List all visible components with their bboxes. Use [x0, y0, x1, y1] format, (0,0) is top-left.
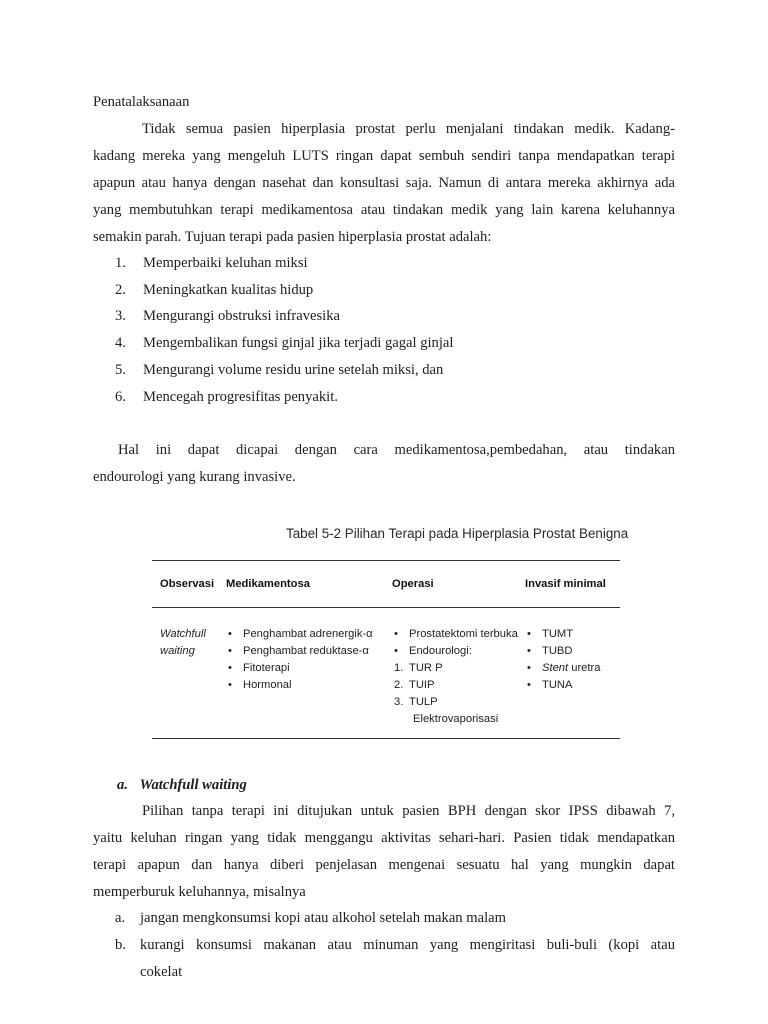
- table-caption: Tabel 5-2 Pilihan Terapi pada Hiperplasia Prostat Benigna: [286, 526, 629, 541]
- table-header-rule: [152, 607, 620, 608]
- list-item: • TUMT: [525, 626, 600, 643]
- list-text: Meningkatkan kualitas hidup: [143, 282, 314, 298]
- list-number: 3.: [115, 308, 126, 324]
- list-item: [115, 306, 340, 326]
- sub-list-continuation: cokelat: [140, 964, 183, 980]
- sub-number: 1.: [394, 662, 404, 674]
- cell-line: waiting: [160, 645, 195, 657]
- sub-text: TUR P: [409, 662, 443, 674]
- intro-line: yang membutuhkan terapi medikamentosa atau tindakan medik yang lain karena keluhannya: [93, 202, 675, 218]
- sub-list-text: jangan mengkonsumsi kopi atau alkohol setelah makan malam: [140, 910, 506, 926]
- cell-observasi: [160, 626, 206, 660]
- cell-medikamentosa: [226, 626, 373, 694]
- sub-text: TUIP: [409, 679, 435, 691]
- list-number: 2.: [115, 282, 126, 298]
- header-invasif-minimal: Invasif minimal: [525, 578, 606, 590]
- sub-text: TULP: [409, 696, 438, 708]
- stent-rest: uretra: [568, 662, 601, 674]
- list-number: 6.: [115, 389, 126, 405]
- list-text: Mencegah progresifitas penyakit.: [143, 389, 338, 405]
- sub-number: 3.: [394, 696, 404, 708]
- list-item: [525, 660, 600, 677]
- list-item: [115, 280, 313, 300]
- list-text: Memperbaiki keluhan miksi: [143, 255, 308, 271]
- list-item: [115, 253, 308, 273]
- intro-line: kadang mereka yang mengeluh LUTS ringan dapat sembuh sendiri tanpa mendapatkan terapi: [93, 148, 675, 164]
- list-item: • Hormonal: [226, 677, 373, 694]
- sub-number: 2.: [394, 679, 404, 691]
- list-item: • TUNA: [525, 677, 600, 694]
- sub-list-text: kurangi konsumsi makanan atau minuman yang mengiritasi buli-buli (kopi atau: [140, 937, 675, 953]
- header-operasi: Operasi: [392, 578, 434, 590]
- sub-item: [392, 694, 518, 711]
- cell-operasi: [392, 626, 518, 728]
- sub-list-marker: a.: [115, 910, 126, 926]
- cell-line: Watchfull: [160, 628, 206, 640]
- sub-paragraph-line: terapi apapun dan hanya diberi penjelasan mengenai sesuatu hal yang mungkin dapat: [93, 857, 675, 873]
- sub-item: [392, 660, 518, 677]
- sub-list-item: [115, 908, 506, 928]
- intro-line: apapun atau hanya dengan nasehat dan konsultasi saja. Namun di antara mereka akhirnya ada: [93, 175, 675, 191]
- list-number: 5.: [115, 362, 126, 378]
- intro-line: Tidak semua pasien hiperplasia prostat perlu menjalani tindakan medik. Kadang-: [142, 121, 675, 137]
- header-medikamentosa: Medikamentosa: [226, 578, 310, 590]
- header-observasi: Observasi: [160, 578, 215, 590]
- list-number: 4.: [115, 335, 126, 351]
- stent-italic: Stent: [542, 662, 569, 674]
- sub-item: [392, 677, 518, 694]
- list-item: • Penghambat reduktase-α: [226, 643, 373, 660]
- list-item: • Penghambat adrenergik-α: [226, 626, 373, 643]
- list-item: [115, 333, 453, 353]
- list-text: Mengurangi obstruksi infravesika: [143, 308, 340, 324]
- methods-line: endourologi yang kurang invasive.: [93, 469, 296, 485]
- sub-paragraph-line: memperburuk keluhannya, misalnya: [93, 884, 306, 900]
- subsection-marker: a.: [117, 777, 128, 793]
- list-text: Mengembalikan fungsi ginjal jika terjadi gagal ginjal: [143, 335, 454, 351]
- intro-line: semakin parah. Tujuan terapi pada pasien hiperplasia prostat adalah:: [93, 229, 492, 245]
- sub-paragraph-line: Pilihan tanpa terapi ini ditujukan untuk pasien BPH dengan skor IPSS dibawah 7,: [142, 803, 675, 819]
- cell-invasif: [525, 626, 600, 694]
- list-number: 1.: [115, 255, 126, 271]
- list-item: [115, 387, 338, 407]
- section-title: Penatalaksanaan: [93, 94, 190, 110]
- sub-paragraph-line: yaitu keluhan ringan yang tidak menggangu aktivitas sehari-hari. Pasien tidak mendapatkan: [93, 830, 675, 846]
- list-item: • Prostatektomi terbuka: [392, 626, 518, 643]
- list-item: • Endourologi:: [392, 643, 518, 660]
- list-text: Mengurangi volume residu urine setelah miksi, dan: [143, 362, 444, 378]
- table-bottom-rule: [152, 738, 620, 739]
- list-item: • TUBD: [525, 643, 600, 660]
- subsection-heading: [117, 775, 247, 795]
- table-top-rule: [152, 560, 620, 561]
- list-item: • Fitoterapi: [226, 660, 373, 677]
- list-item: [115, 360, 443, 380]
- methods-line: Hal ini dapat dicapai dengan cara medikamentosa,pembedahan, atau tindakan: [118, 442, 675, 458]
- subsection-title: Watchfull waiting: [139, 777, 247, 793]
- sub-list-marker: b.: [115, 937, 126, 953]
- sub-continuation: Elektrovaporisasi: [413, 713, 499, 725]
